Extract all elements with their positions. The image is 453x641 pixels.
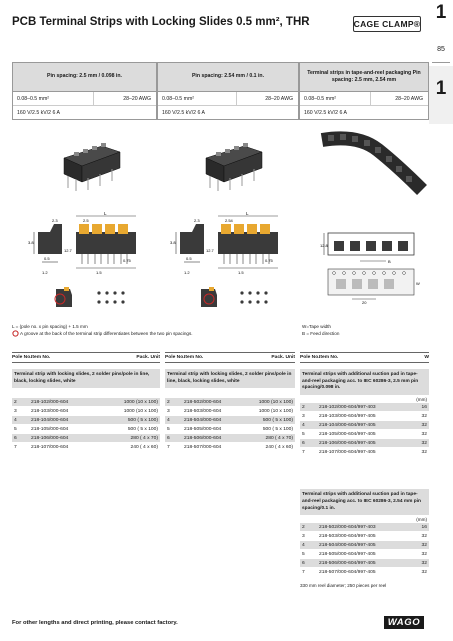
groove-note: A groove at the back of the terminal strip differentiates between the two pin spacings. [20,331,193,336]
table-cell: 500 ( 5 x 100) [127,426,158,432]
table-cell: 4 [14,417,17,423]
brand-label: CAGE CLAMP® [353,16,421,32]
dim-d: 1.5 [96,270,102,275]
table-cell: 16 [421,524,427,530]
table-cell: 4 [167,417,170,423]
spec-wire-range: 0.08–0.5 mm² [162,95,195,102]
table-row [300,412,429,421]
dim-pitch: 2.5 [83,218,89,223]
table-cell: 218-502/000-604/997-403 [319,524,376,530]
col-pack-unit: Pack. Unit [271,355,295,360]
spec-rating: 160 V/2.5 kV/2 6 A [162,110,205,116]
table-cell: 32 [421,560,427,566]
table-cell: 1000 (10 x 100) [258,399,293,405]
table-cell: 6 [167,435,170,441]
table-cell: 218-504/000-604/997-405 [319,542,376,548]
table-cell: 218-102/000-604/997-403 [319,404,376,410]
col-pole: Pole No. [12,355,32,360]
dim-f: 12.7 [206,248,214,253]
table-cell: 218-505/000-604/997-405 [319,551,376,557]
table-cell: 218-102/000-604 [31,399,69,405]
table-cell: 500 ( 5 x 100) [262,417,293,423]
side-view-2-54 [195,285,225,313]
product-photo-2-54 [200,138,270,193]
dim-d: 1.5 [238,270,244,275]
table-cell: 3 [14,408,17,414]
table-cell: 280 ( 4 x 70) [130,435,158,441]
product-photo-2-5 [58,138,128,193]
table-description: Terminal strips with additional suction pad in tape-and-reel packaging acc. to IEC 60286-3, 2.54 mm pin spacing/0.1 in. [300,489,429,515]
table-cell: 32 [421,569,427,575]
table-cell: 500 ( 5 x 100) [127,417,158,423]
table-cell: 7 [302,569,305,575]
table-row [12,434,160,443]
table-cell: 32 [421,551,427,557]
spec-wire-range: 0.08–0.5 mm² [304,95,337,102]
col-pole: Pole No. [165,355,185,360]
order-table-2-5 [12,352,160,452]
table-cell: 3 [167,408,170,414]
page-sub-number: 85 [437,46,445,53]
table-cell: 218-103/000-604 [31,408,69,414]
table-row [300,448,429,457]
table-row [165,425,295,434]
dim-g: 1.2 [184,270,190,275]
table-cell: 6 [302,560,305,566]
order-table-tape-reel [300,352,429,588]
table-row [300,439,429,448]
table-cell: 218-504/000-604 [184,417,222,423]
table-cell: 218-105/000-604/997-405 [319,431,376,437]
table-cell: 3 [302,413,305,419]
dimension-drawing-2-54 [170,212,290,277]
col-pack-unit: Pack. Unit [136,355,160,360]
table-cell: 5 [14,426,17,432]
table-row [300,568,429,577]
footer-note: For other lengths and direct printing, please contact factory. [12,620,178,626]
table-cell: 218-507/000-604 [184,444,222,450]
table-cell: 1000 (10 x 100) [123,399,158,405]
table-cell: 2 [14,399,17,405]
table-header [165,352,295,363]
table-row [12,443,160,452]
table-row [300,559,429,568]
spec-awg: 28–20 AWG [370,92,428,105]
table-cell: 500 ( 5 x 100) [262,426,293,432]
table-cell: 1000 (10 x 100) [123,408,158,414]
dim-length: L [246,212,249,216]
spec-rating: 160 V/2.5 kV/2 6 A [17,110,60,116]
spec-box-pitch-2-5 [12,62,157,120]
table-row [12,416,160,425]
table-cell: 4 [302,542,305,548]
table-cell: 218-105/000-604 [31,426,69,432]
table-row [165,434,295,443]
table-cell: 7 [167,444,170,450]
tape-dim-w: W [416,281,420,286]
table-cell: 3 [302,533,305,539]
table-cell: 32 [421,533,427,539]
dim-e: 0.75 [265,258,273,263]
table-cell: 218-502/000-604 [184,399,222,405]
groove-marker-icon [12,330,19,337]
side-view-2-5 [50,285,80,313]
wago-logo: WAGO [384,616,424,629]
table-cell: 5 [302,551,305,557]
col-width: W [424,355,429,360]
spec-wire-range: 0.08–0.5 mm² [17,95,50,102]
table-cell: 32 [421,542,427,548]
dim-c: 3.8 [170,240,176,245]
table-cell: 218-505/000-604 [184,426,222,432]
table-description: Terminal strip with locking slides, 2 solder pins/pole in line, black, locking slides, white [165,369,295,388]
tape-reel-photo [318,130,428,195]
table-row [12,407,160,416]
section-tab-number: 1 [435,78,447,99]
table-row [300,430,429,439]
table-cell: 240 ( 4 x 60) [265,444,293,450]
table-cell: 218-104/000-604 [31,417,69,423]
table-cell: 218-106/000-604 [31,435,69,441]
col-item: Item No. [184,355,204,360]
spec-rating: 160 V/2.5 kV/2 6 A [304,110,347,116]
reel-note: 330 mm reel diameter; 250 pieces per reel [300,583,387,589]
page-number: 1 [435,2,447,23]
table-cell: 32 [421,449,427,455]
table-cell: 240 ( 4 x 60) [130,444,158,450]
tape-dimension-drawing [320,225,420,305]
footprint-2-54 [238,288,278,310]
table-row [300,541,429,550]
spec-heading: Pin spacing: 2.54 mm / 0.1 in. [158,63,298,92]
table-cell: 2 [302,404,305,410]
tab-divider [432,62,450,63]
table-cell: 2 [167,399,170,405]
table-row [12,398,160,407]
table-row [300,421,429,430]
length-formula-note: L = (pole no. x pin spacing) + 1.5 mm [12,324,88,329]
table-cell: 7 [14,444,17,450]
unit-label: (mm) [416,517,427,523]
table-description: Terminal strips with additional suction pad in tape-and-reel packaging acc. to IEC 60286-3, 2.5 mm pin spacing/0.098 in. [300,369,429,395]
footprint-2-5 [95,288,135,310]
table-cell: 32 [421,431,427,437]
dim-c: 3.8 [28,240,34,245]
table-cell: 16 [421,404,427,410]
table-cell: 218-106/000-604/997-405 [319,440,376,446]
tape-width-note: W=Tape width [302,324,331,329]
table-cell: 218-507/000-604/997-405 [319,569,376,575]
table-cell: 5 [167,426,170,432]
dim-a: 2.3 [194,218,200,223]
table-cell: 218-503/000-604 [184,408,222,414]
dim-g: 1.2 [42,270,48,275]
table-cell: 218-107/000-604/997-405 [319,449,376,455]
spec-awg: 28–20 AWG [93,92,156,105]
table-cell: 218-503/000-604/997-405 [319,533,376,539]
table-cell: 4 [302,422,305,428]
table-row [12,425,160,434]
dim-length: L [104,212,107,216]
dim-b: 0.5 [186,256,192,261]
table-cell: 218-107/000-604 [31,444,69,450]
table-row [165,416,295,425]
dim-f: 12.7 [64,248,72,253]
table-cell: 218-506/000-604/997-405 [319,560,376,566]
spec-heading: Terminal strips in tape-and-reel packaging Pin spacing: 2.5 mm, 2.54 mm [300,63,428,92]
col-item: Item No. [319,355,339,360]
spec-awg: 28–20 AWG [236,92,298,105]
table-row [165,407,295,416]
table-cell: 280 ( 4 x 70) [265,435,293,441]
dim-b: 0.5 [44,256,50,261]
tape-dim-c: B [388,259,391,264]
table-header [300,352,429,363]
col-item: Item No. [31,355,51,360]
table-row [300,523,429,532]
table-row [165,443,295,452]
table-cell: 5 [302,431,305,437]
dim-pitch: 2.54 [225,218,233,223]
table-row [165,398,295,407]
table-cell: 2 [302,524,305,530]
table-cell: 7 [302,449,305,455]
table-cell: 6 [302,440,305,446]
table-cell: 218-506/000-604 [184,435,222,441]
page-title: PCB Terminal Strips with Locking Slides 0.5 mm², THR [12,16,310,28]
dim-e: 0.75 [123,258,131,263]
col-pole: Pole No. [300,355,320,360]
spec-box-tape-reel [299,62,429,120]
table-header [12,352,160,363]
unit-label: (mm) [416,397,427,403]
feed-direction-note: B = Feed direction [302,331,340,336]
order-table-2-54 [165,352,295,452]
spec-box-pitch-2-54 [157,62,299,120]
table-cell: 32 [421,413,427,419]
table-row [300,403,429,412]
tape-dim-a: 12.8 [320,243,328,248]
table-cell: 32 [421,422,427,428]
table-cell: 1000 (10 x 100) [258,408,293,414]
table-cell: 218-103/000-604/997-405 [319,413,376,419]
dimension-drawing-2-5 [28,212,148,277]
table-description: Terminal strip with locking slides, 2 solder pins/pole in line, black, locking slides, white [12,369,160,388]
tape-dim-d: 20 [362,300,367,305]
table-row [300,550,429,559]
spec-heading: Pin spacing: 2.5 mm / 0.098 in. [13,63,156,92]
table-cell: 6 [14,435,17,441]
table-cell: 218-104/000-604/997-405 [319,422,376,428]
dim-a: 2.3 [52,218,58,223]
table-row [300,532,429,541]
table-cell: 32 [421,440,427,446]
